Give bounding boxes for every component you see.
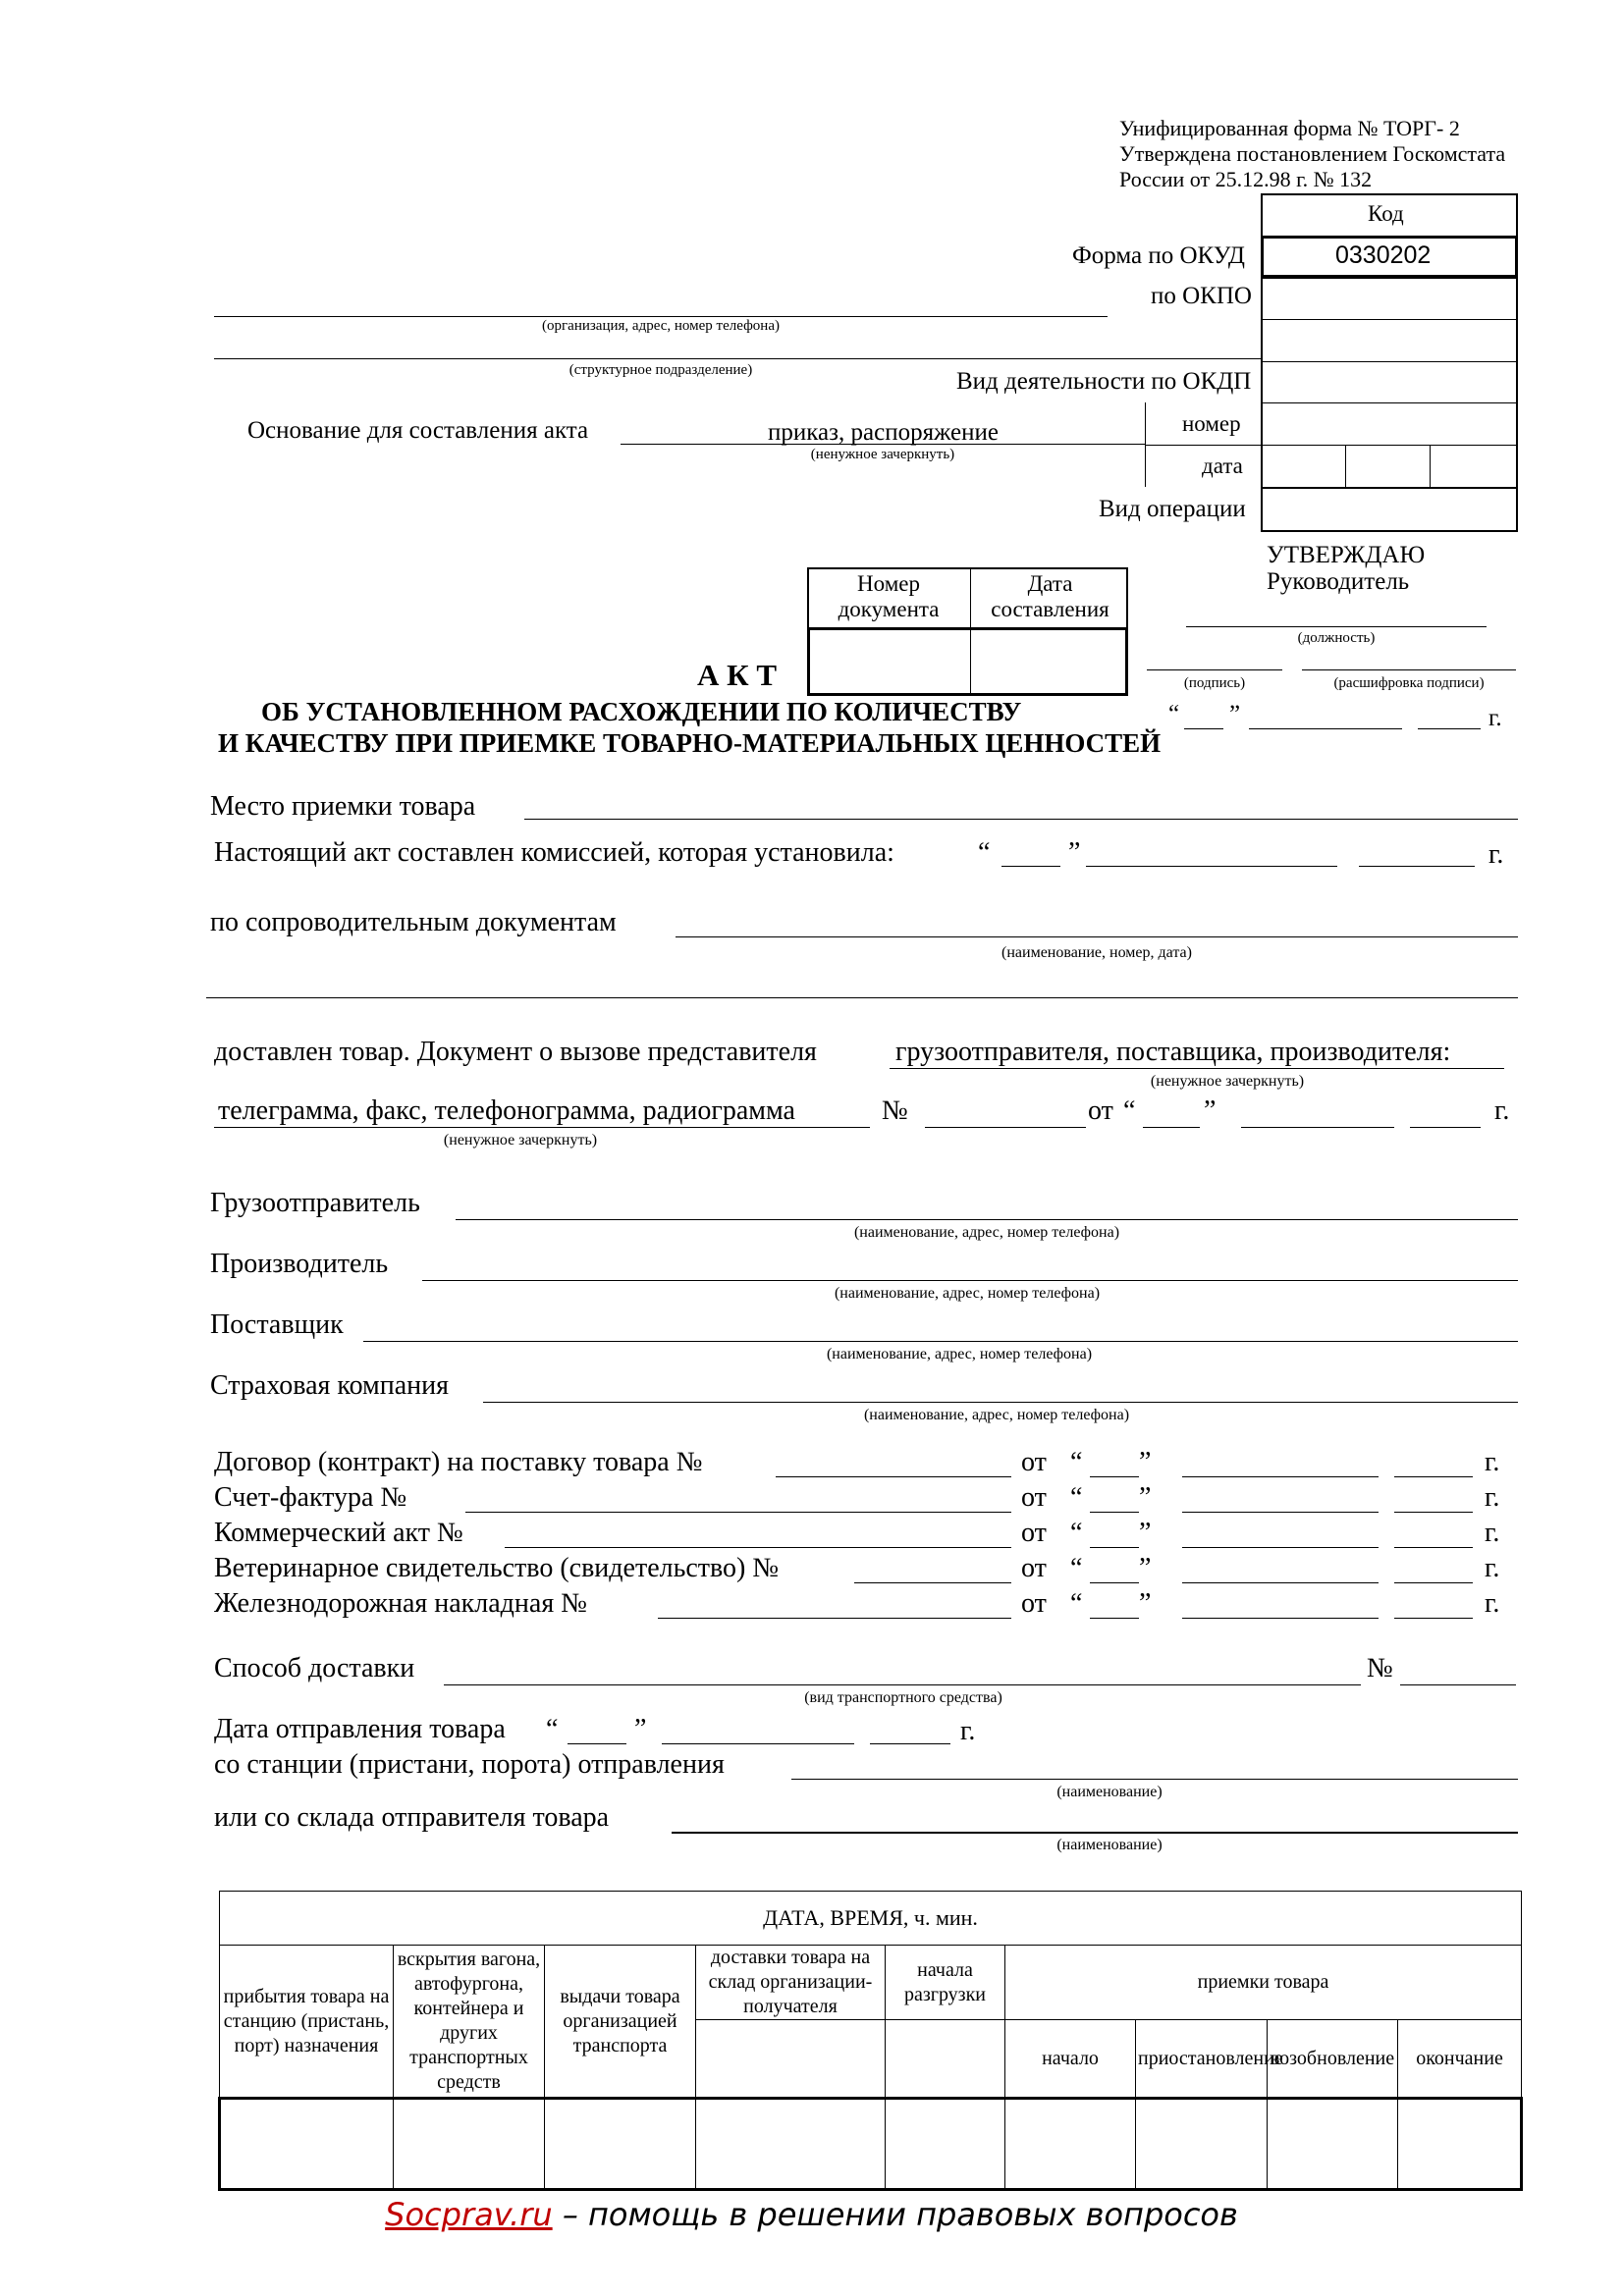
footer-brand-link[interactable]: Socprav.ru	[385, 2196, 553, 2233]
act-year-line[interactable]	[1359, 866, 1475, 867]
approve-subtitle: Руководитель	[1267, 568, 1410, 595]
telegramma-day-line[interactable]	[1143, 1127, 1200, 1128]
value-cell[interactable]	[1005, 2099, 1136, 2190]
doc-ot: от	[1021, 1588, 1047, 1619]
signature-decode-caption: (расшифровка подписи)	[1333, 675, 1485, 691]
kod-label: Код	[1368, 201, 1404, 226]
doc-date-header: Дата составления	[991, 570, 1109, 621]
otprav-month-line[interactable]	[662, 1743, 854, 1744]
doc-label-schet: Счет-фактура №	[214, 1482, 407, 1513]
value-cell[interactable]	[545, 2099, 696, 2190]
footer-text: – помощь в решении правовых вопросов	[552, 2196, 1238, 2233]
so-sklada-line[interactable]	[672, 1832, 1518, 1834]
quote-open: “	[546, 1714, 559, 1744]
telegramma-year-line[interactable]	[1410, 1127, 1481, 1128]
org-line[interactable]	[214, 316, 1108, 317]
so-stancii-label: со станции (пристани, порота) отправления	[214, 1749, 725, 1780]
doc-year-line[interactable]	[1394, 1618, 1473, 1619]
doc-number-header: Номер документа	[838, 570, 940, 621]
subdivision-line[interactable]	[214, 358, 1261, 359]
doc-label-dogovor: Договор (контракт) на поставку товара №	[214, 1447, 703, 1477]
doc-table-values[interactable]	[807, 627, 1128, 696]
doc-day-line[interactable]	[1090, 1547, 1139, 1548]
col-priemka: приемки товара	[1005, 1946, 1522, 2020]
col-razgruzka-empty	[886, 2020, 1005, 2099]
gruzootpravitel-caption: (наименование, адрес, номер телефона)	[853, 1224, 1120, 1241]
okud-label: Форма по ОКУД	[1072, 242, 1245, 269]
col-razgruzka: начала разгрузки	[886, 1946, 1005, 2020]
strakhovaya-line[interactable]	[483, 1402, 1518, 1403]
nomer-label: номер	[1182, 411, 1241, 436]
sposob-label: Способ доставки	[214, 1653, 415, 1683]
vid-operacii-label: Вид операции	[1099, 496, 1246, 522]
quote-open: “	[1070, 1553, 1083, 1583]
postavshchik-label: Поставщик	[210, 1309, 344, 1340]
doc-year: г.	[1485, 1482, 1500, 1513]
quote-open: “	[978, 837, 991, 868]
doc-label-kommerch: Коммерческий акт №	[214, 1518, 463, 1548]
doc-year: г.	[1485, 1518, 1500, 1548]
postavshchik-caption: (наименование, адрес, номер телефона)	[826, 1346, 1093, 1362]
po-soprovod-label: по сопроводительным документам	[210, 907, 617, 937]
doc-month-line[interactable]	[1182, 1547, 1379, 1548]
quote-close: ”	[1204, 1095, 1217, 1126]
col-priemka-nachalo: начало	[1005, 2020, 1136, 2099]
doc-number-line[interactable]	[465, 1512, 1011, 1513]
telegramma-options: телеграмма, факс, телефонограмма, радиограмма	[218, 1095, 795, 1126]
quote-close: ”	[1139, 1553, 1152, 1583]
doc-day-line[interactable]	[1090, 1512, 1139, 1513]
okpo-label: по ОКПО	[1151, 283, 1252, 309]
subdivision-caption: (структурное подразделение)	[568, 362, 753, 378]
sposob-number-line[interactable]	[1400, 1684, 1516, 1685]
doc-month-line[interactable]	[1182, 1512, 1379, 1513]
doc-year-line[interactable]	[1394, 1476, 1473, 1477]
okud-value: 0330202	[1335, 241, 1432, 269]
approve-date-open: “	[1168, 701, 1180, 727]
quote-close: ”	[634, 1714, 647, 1744]
quote-open: “	[1070, 1518, 1083, 1548]
so-sklada-label: или со склада отправителя товара	[214, 1802, 610, 1833]
doc-number-line[interactable]	[505, 1547, 1011, 1548]
nastoyashchiy-label: Настоящий акт составлен комиссией, которая установила:	[214, 837, 894, 868]
doc-month-line[interactable]	[1182, 1618, 1379, 1619]
time-table-header: ДАТА, ВРЕМЯ, ч. мин.	[220, 1892, 1522, 1946]
col-priemka-priostanovlenie: приостановление	[1136, 2020, 1268, 2099]
proizvoditel-line[interactable]	[422, 1280, 1518, 1281]
value-cell[interactable]	[1398, 2099, 1522, 2190]
value-cell[interactable]	[886, 2099, 1005, 2190]
proizvoditel-label: Производитель	[210, 1249, 389, 1279]
footer	[0, 2196, 1623, 2233]
col-vskrytie: вскрытия вагона, автофургона, контейнера и других транспортных средств	[394, 1946, 545, 2099]
signature-line[interactable]	[1147, 669, 1282, 670]
doc-year: г.	[1485, 1553, 1500, 1583]
approve-month-line[interactable]	[1249, 728, 1402, 729]
quote-close: ”	[1139, 1447, 1152, 1477]
position-caption: (должность)	[1297, 630, 1376, 646]
doc-number-line[interactable]	[854, 1582, 1011, 1583]
doc-year-line[interactable]	[1394, 1512, 1473, 1513]
so-stancii-caption: (наименование)	[1056, 1784, 1163, 1800]
strakhovaya-label: Страховая компания	[210, 1370, 450, 1401]
doc-month-line[interactable]	[1182, 1582, 1379, 1583]
options-caption: (ненужное зачеркнуть)	[1150, 1073, 1305, 1090]
otprav-year: г.	[960, 1716, 976, 1746]
sposob-line[interactable]	[444, 1684, 1361, 1685]
dostavlen-label: доставлен товар. Документ о вызове представителя	[214, 1037, 817, 1067]
table-row	[220, 2099, 1522, 2190]
col-pribytie: прибытия товара на станцию (пристань, порт) назначения	[220, 1946, 394, 2099]
value-cell[interactable]	[1136, 2099, 1268, 2190]
osnovanie-line[interactable]	[621, 444, 1145, 445]
telegramma-number-line[interactable]	[925, 1127, 1086, 1128]
doc-number-line[interactable]	[658, 1618, 1011, 1619]
soprovod-line[interactable]	[676, 936, 1518, 937]
col-priemka-vozobnovlenie: возобновление	[1268, 2020, 1398, 2099]
approve-date-close: ”	[1229, 701, 1241, 727]
doc-number-line[interactable]	[776, 1476, 1011, 1477]
gruzootpravitel-label: Грузоотправитель	[210, 1188, 420, 1218]
telegramma-ot: от	[1088, 1095, 1113, 1126]
gruzootprav-options: грузоотправителя, поставщика, производителя:	[895, 1037, 1451, 1067]
doc-ot: от	[1021, 1482, 1047, 1513]
otprav-year-line[interactable]	[870, 1743, 950, 1744]
otprav-day-line[interactable]	[568, 1743, 626, 1744]
doc-year-line[interactable]	[1394, 1582, 1473, 1583]
quote-close: ”	[1139, 1588, 1152, 1619]
quote-open: “	[1070, 1447, 1083, 1477]
data-otprav-label: Дата отправления товара	[214, 1714, 506, 1744]
postavshchik-line[interactable]	[363, 1341, 1518, 1342]
value-cell[interactable]	[394, 2099, 545, 2190]
mesto-line[interactable]	[524, 819, 1518, 820]
time-table	[218, 1891, 1523, 2191]
akt-title: А К Т	[697, 658, 778, 692]
title-line2: И КАЧЕСТВУ ПРИ ПРИЕМКЕ ТОВАРНО-МАТЕРИАЛЬНЫХ ЦЕННОСТЕЙ	[218, 728, 1162, 758]
col-dostavka-empty	[696, 2020, 886, 2099]
sposob-no: №	[1367, 1653, 1393, 1683]
sposob-caption: (вид транспортного средства)	[804, 1689, 1002, 1706]
so-stancii-line[interactable]	[791, 1779, 1518, 1780]
col-dostavka: доставки товара на склад организации-получателя	[696, 1946, 886, 2020]
telegramma-month-line[interactable]	[1241, 1127, 1394, 1128]
mesto-label: Место приемки товара	[210, 791, 476, 822]
col-vydacha: выдачи товара организацией транспорта	[545, 1946, 696, 2099]
doc-day-line[interactable]	[1090, 1582, 1139, 1583]
act-month-line[interactable]	[1086, 866, 1337, 867]
okdp-label: Вид деятельности по ОКДП	[956, 368, 1252, 395]
quote-open: “	[1070, 1482, 1083, 1513]
form-header-line1: Унифицированная форма № ТОРГ- 2	[1119, 116, 1460, 140]
so-sklada-caption: (наименование)	[1056, 1837, 1163, 1853]
quote-close: ”	[1068, 837, 1081, 868]
doc-day-line[interactable]	[1090, 1476, 1139, 1477]
telegramma-no: №	[882, 1095, 908, 1126]
osnovanie-label: Основание для составления акта	[247, 417, 589, 444]
strakhovaya-caption: (наименование, адрес, номер телефона)	[863, 1407, 1130, 1423]
approve-title: УТВЕРЖДАЮ	[1267, 542, 1426, 568]
org-caption: (организация, адрес, номер телефона)	[542, 318, 780, 334]
signature-caption: (подпись)	[1183, 675, 1246, 691]
position-line[interactable]	[1186, 626, 1487, 627]
approve-year-line[interactable]	[1418, 728, 1481, 729]
telegramma-year: г.	[1494, 1095, 1510, 1126]
doc-label-veterinar: Ветеринарное свидетельство (свидетельство) №	[214, 1553, 780, 1583]
act-day-line[interactable]	[1001, 866, 1060, 867]
form-header-line3: России от 25.12.98 г. № 132	[1119, 167, 1373, 191]
quote-open: “	[1123, 1095, 1136, 1126]
proizvoditel-caption: (наименование, адрес, номер телефона)	[834, 1285, 1101, 1302]
col-priemka-okonchanie: окончание	[1398, 2020, 1522, 2099]
soprovod-caption: (наименование, номер, дата)	[1001, 944, 1192, 961]
quote-close: ”	[1139, 1518, 1152, 1548]
telegramma-caption: (ненужное зачеркнуть)	[443, 1132, 598, 1148]
soprovod-line-2[interactable]	[206, 997, 1518, 998]
value-cell[interactable]	[1268, 2099, 1398, 2190]
doc-month-line[interactable]	[1182, 1476, 1379, 1477]
value-cell[interactable]	[220, 2099, 394, 2190]
quote-open: “	[1070, 1588, 1083, 1619]
value-cell[interactable]	[696, 2099, 886, 2190]
act-year: г.	[1488, 839, 1504, 870]
approve-year: г.	[1488, 705, 1502, 731]
doc-label-zhd: Железнодорожная накладная №	[214, 1588, 587, 1619]
osnovanie-caption: (ненужное зачеркнуть)	[810, 447, 955, 462]
doc-ot: от	[1021, 1447, 1047, 1477]
doc-ot: от	[1021, 1553, 1047, 1583]
gruzootpravitel-line[interactable]	[456, 1219, 1518, 1220]
title-line1: ОБ УСТАНОВЛЕННОМ РАСХОЖДЕНИИ ПО КОЛИЧЕСТВУ	[261, 697, 1022, 726]
doc-year: г.	[1485, 1447, 1500, 1477]
signature-decode-line[interactable]	[1302, 669, 1516, 670]
data-label: дата	[1202, 454, 1243, 478]
doc-year-line[interactable]	[1394, 1547, 1473, 1548]
doc-ot: от	[1021, 1518, 1047, 1548]
doc-year: г.	[1485, 1588, 1500, 1619]
quote-close: ”	[1139, 1482, 1152, 1513]
form-header-line2: Утверждена постановлением Госкомстата	[1119, 141, 1506, 166]
doc-day-line[interactable]	[1090, 1618, 1139, 1619]
osnovanie-value: приказ, распоряжение	[768, 419, 999, 446]
